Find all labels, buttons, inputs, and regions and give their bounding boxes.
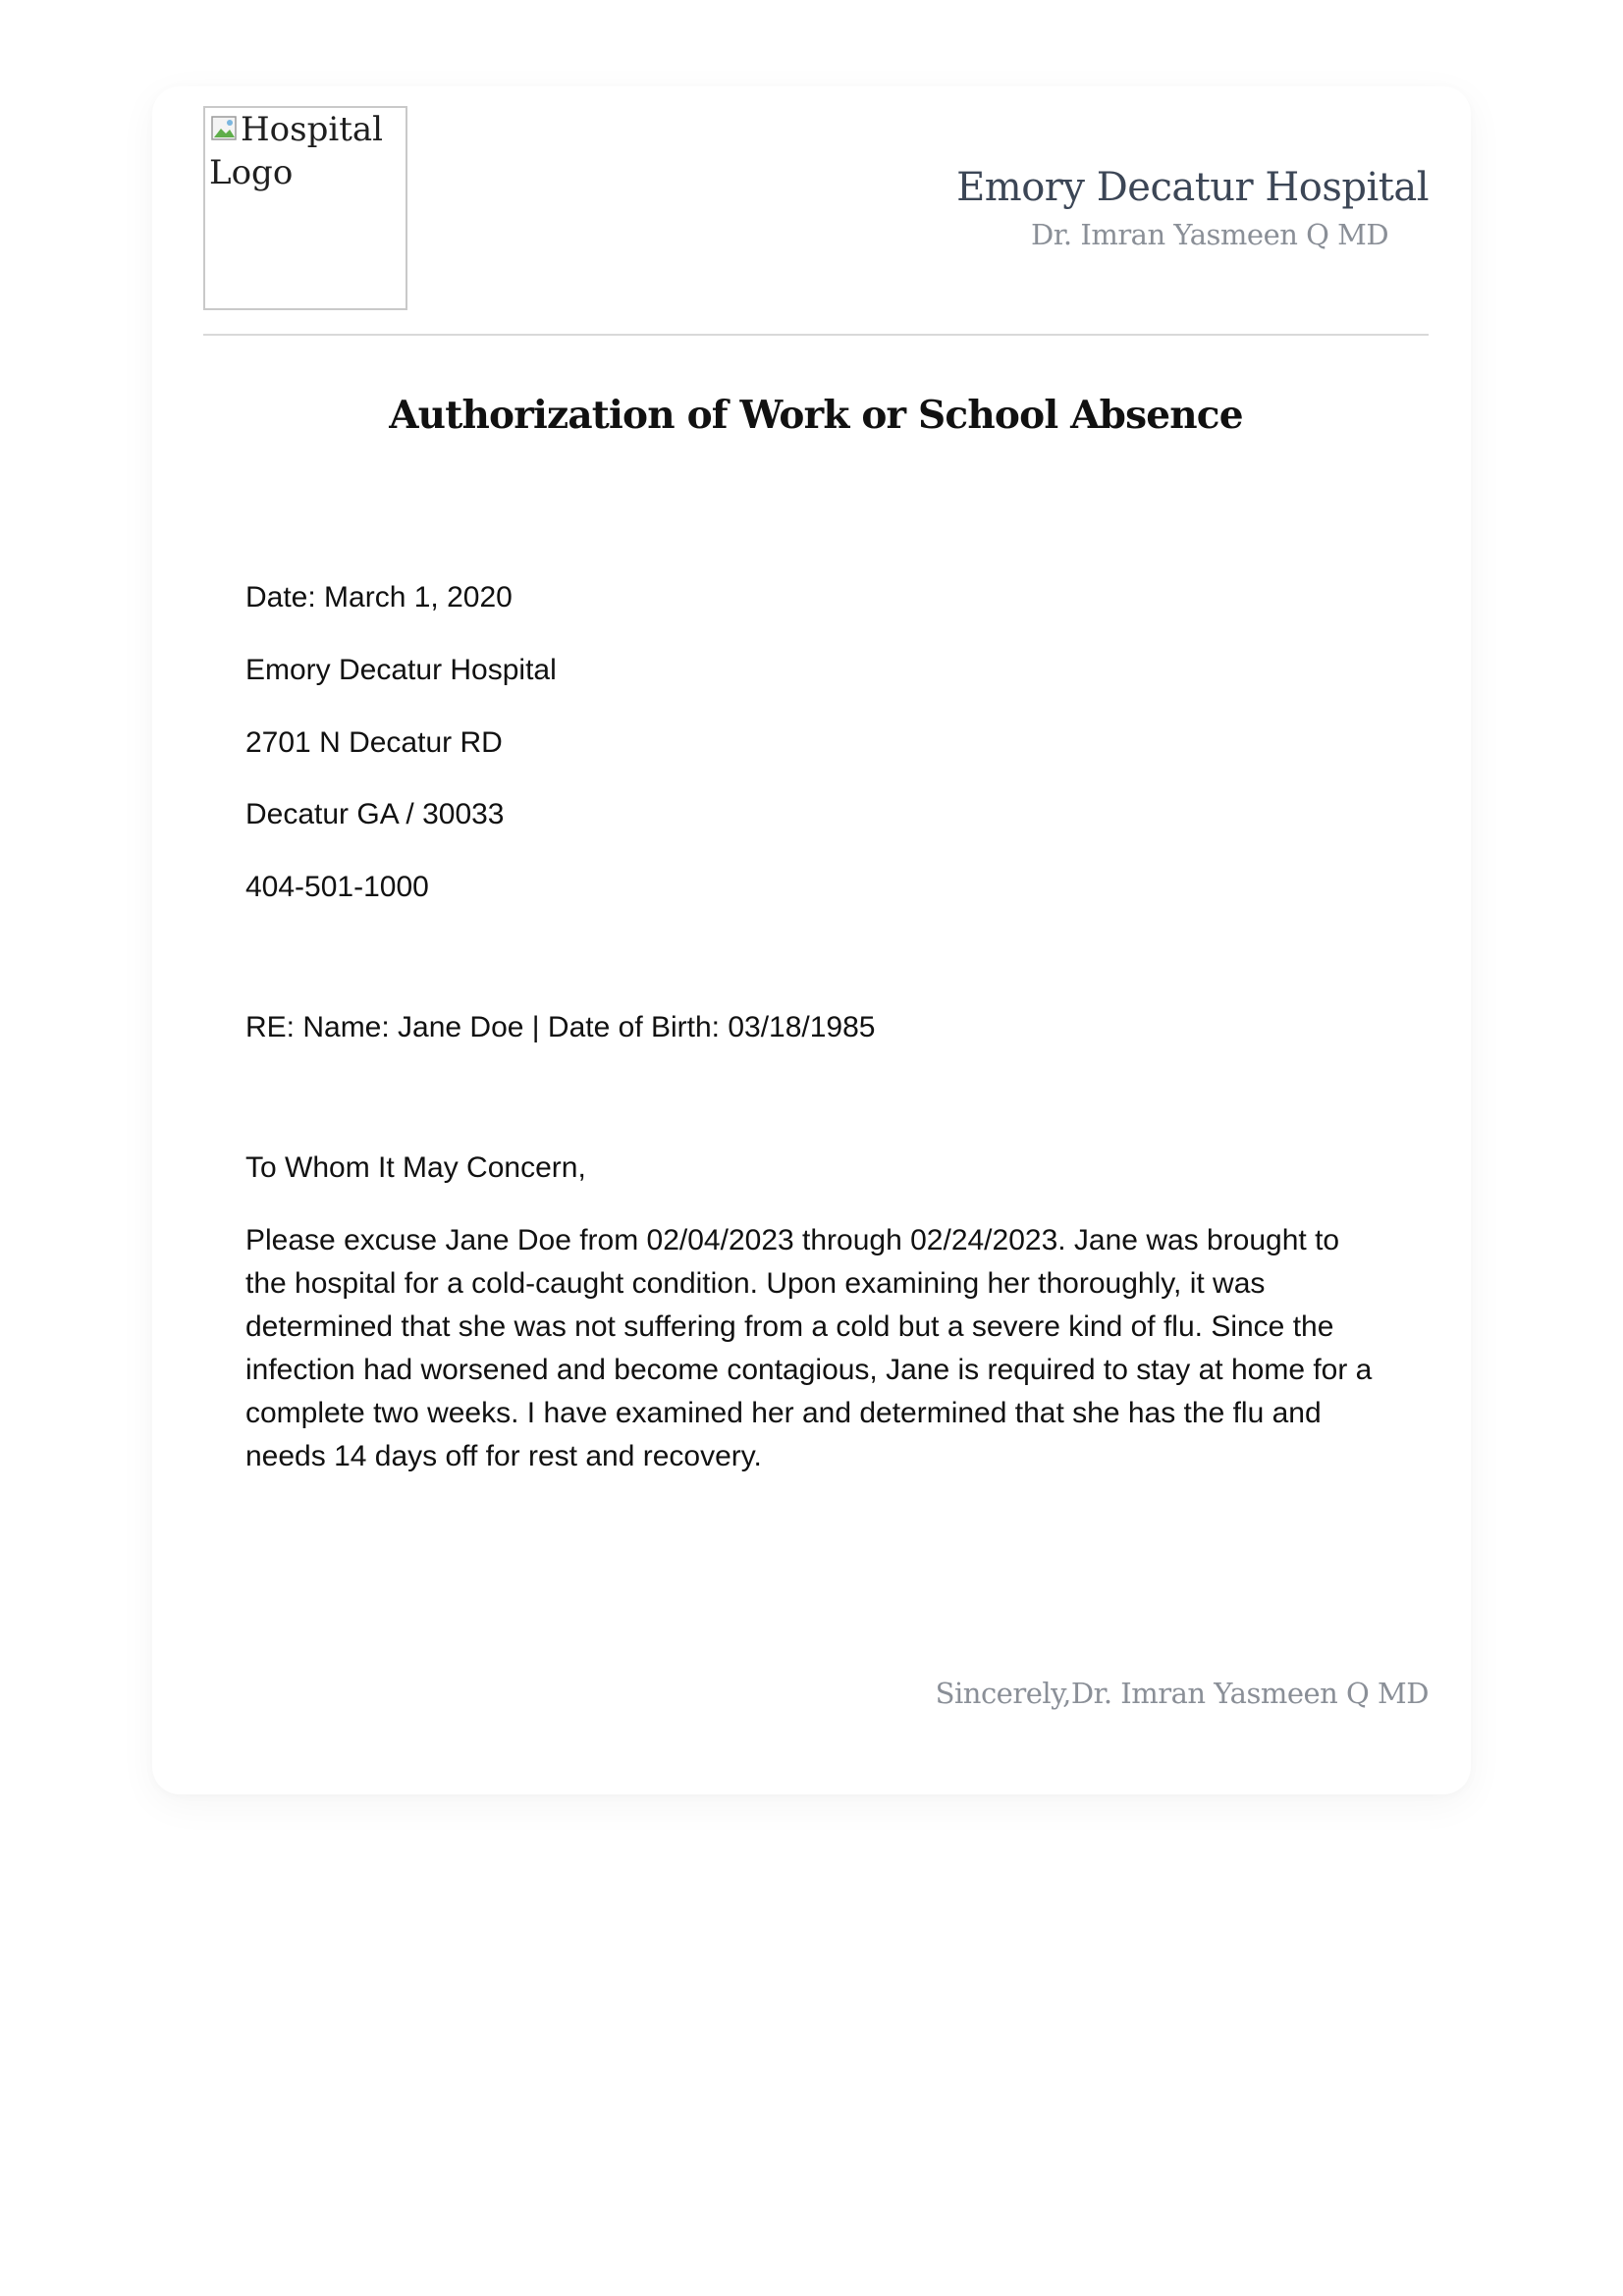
doctor-name: Dr. Imran Yasmeen Q MD [1031, 218, 1389, 251]
city-line: Decatur GA / 30033 [245, 798, 505, 830]
street-line: 2701 N Decatur RD [245, 726, 503, 759]
hospital-name: Emory Decatur Hospital [956, 165, 1429, 210]
logo-alt-text: Hospital Logo [209, 110, 384, 192]
document-title: Authorization of Work or School Absence [389, 393, 1243, 438]
letter-body: Please excuse Jane Doe from 02/04/2023 through 02/24/2023. Jane was brought to the hospital for a cold-caught condition. Upon examining her thoroughly, it was determined that she was not suffering from a cold but a severe kind of flu. Since the infection had worsened and become contagious, Jane is required to stay at home for a complete two weeks. I have examined her and determined that she has the flu and needs 14 days off for rest and recovery. [245, 1224, 1373, 1472]
facility-line: Emory Decatur Hospital [245, 654, 557, 686]
hospital-logo [203, 106, 407, 310]
date-line: Date: March 1, 2020 [245, 581, 513, 614]
salutation: To Whom It May Concern, [245, 1151, 586, 1184]
phone-line: 404-501-1000 [245, 871, 429, 903]
re-line: RE: Name: Jane Doe | Date of Birth: 03/18/1985 [245, 1011, 876, 1043]
letter-card [152, 86, 1471, 1794]
header-divider [203, 334, 1429, 336]
signoff: Sincerely,Dr. Imran Yasmeen Q MD [935, 1677, 1429, 1710]
